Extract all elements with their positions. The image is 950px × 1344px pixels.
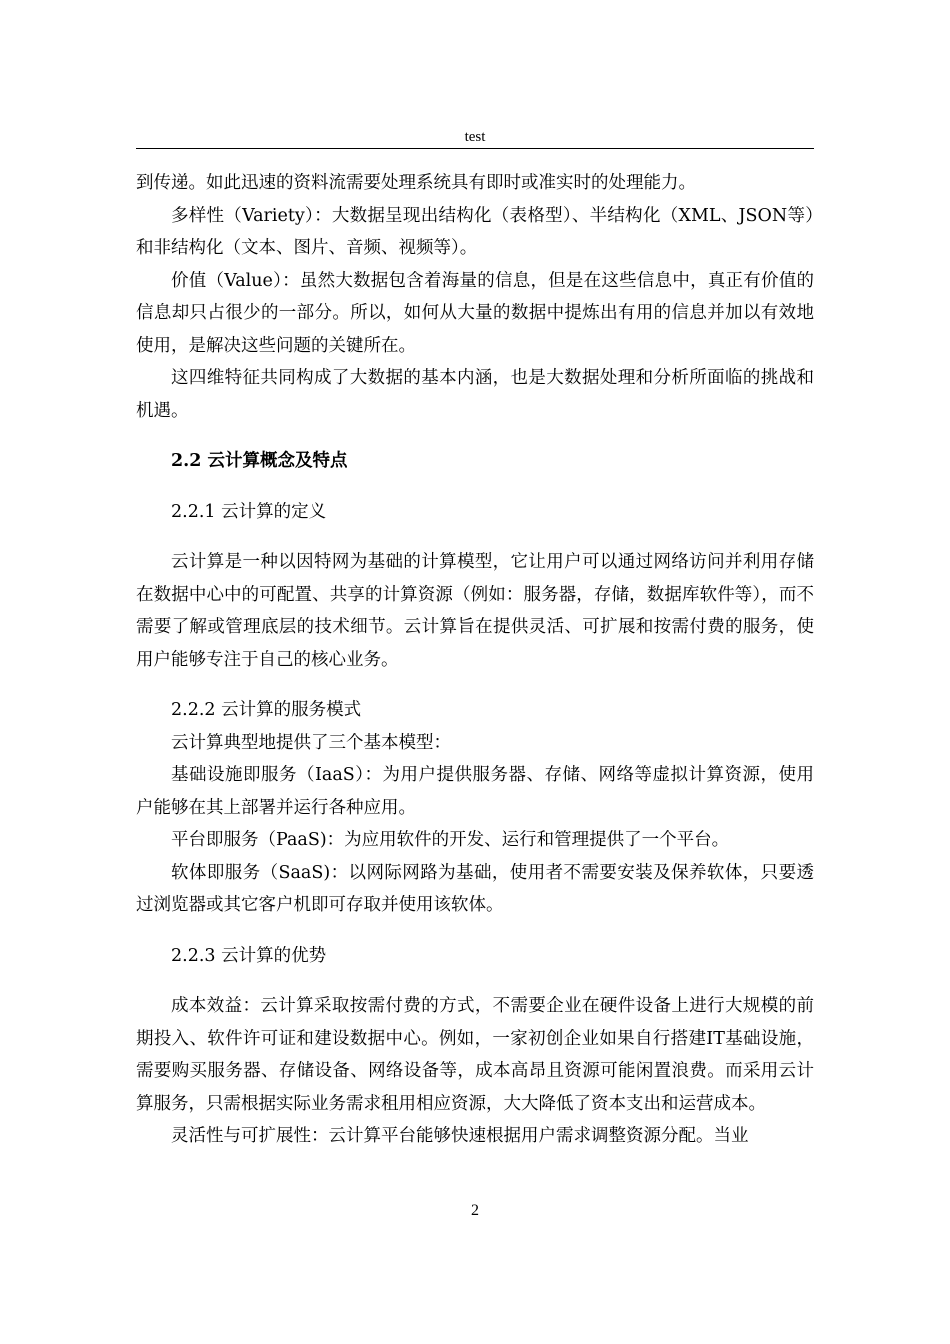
page-number: 2 <box>471 1202 479 1219</box>
body-paragraph: 成本效益：云计算采取按需付费的方式，不需要企业在硬件设备上进行大规模的前期投入、软件许可证和建设数据中心。例如，一家初创企业如果自行搭建IT基础设施，需要购买服务器、存储设备、网络设备等，成本高昂且资源可能闲置浪费。而采用云计算服务，只需根据实际业务需求租用相应资源，大大降低了资本支出和运营成本。 <box>136 996 814 1114</box>
body-paragraph: 平台即服务（PaaS)：为应用软件的开发、运行和管理提供了一个平台。 <box>171 830 730 850</box>
body-paragraph: 云计算是一种以因特网为基础的计算模型，它让用户可以通过网络访问并利用存储在数据中心中的可配置、共享的计算资源（例如：服务器，存储，数据库软件等），而不需要了解或管理底层的技术细节。云计算旨在提供灵活、可扩展和按需付费的服务，使用户能够专注于自己的核心业务。 <box>136 552 814 670</box>
body-paragraph: 软体即服务（SaaS)：以网际网路为基础，使用者不需要安装及保养软体，只要透过浏览器或其它客户机即可存取并使用该软体。 <box>136 862 814 915</box>
subsection-heading: 2.2.3 云计算的优势 <box>171 945 327 966</box>
body-paragraph: 到传递。如此迅速的资料流需要处理系统具有即时或准实时的处理能力。 <box>136 173 696 193</box>
spacer <box>136 922 814 940</box>
body-paragraph: 价值（Value）：虽然大数据包含着海量的信息，但是在这些信息中，真正有价值的信息却只占很少的一部分。所以，如何从大量的数据中提炼出有用的信息并加以有效地使用，是解决这些问题的关键所在。 <box>136 270 814 356</box>
subsection-heading: 2.2.1 云计算的定义 <box>171 501 327 522</box>
body-paragraph: 基础设施即服务（IaaS）：为用户提供服务器、存储、网络等虚拟计算资源，使用户能够在其上部署并运行各种应用。 <box>136 765 814 818</box>
spacer <box>136 972 814 990</box>
page-body <box>136 167 814 1153</box>
spacer <box>136 427 814 445</box>
body-paragraph: 灵活性与可扩展性：云计算平台能够快速根据用户需求调整资源分配。当业 <box>171 1126 749 1146</box>
spacer <box>136 478 814 496</box>
section-heading: 2.2 云计算概念及特点 <box>171 451 348 471</box>
page-header: test <box>136 126 814 149</box>
spacer <box>136 676 814 694</box>
body-paragraph: 这四维特征共同构成了大数据的基本内涵，也是大数据处理和分析所面临的挑战和机遇。 <box>136 368 814 421</box>
subsection-heading: 2.2.2 云计算的服务模式 <box>171 700 362 720</box>
body-paragraph: 多样性（Variety）：大数据呈现出结构化（表格型）、半结构化（XML、JSON等）和非结构化（文本、图片、音频、视频等）。 <box>136 205 814 258</box>
spacer <box>136 528 814 546</box>
body-paragraph: 云计算典型地提供了三个基本模型： <box>171 732 451 753</box>
